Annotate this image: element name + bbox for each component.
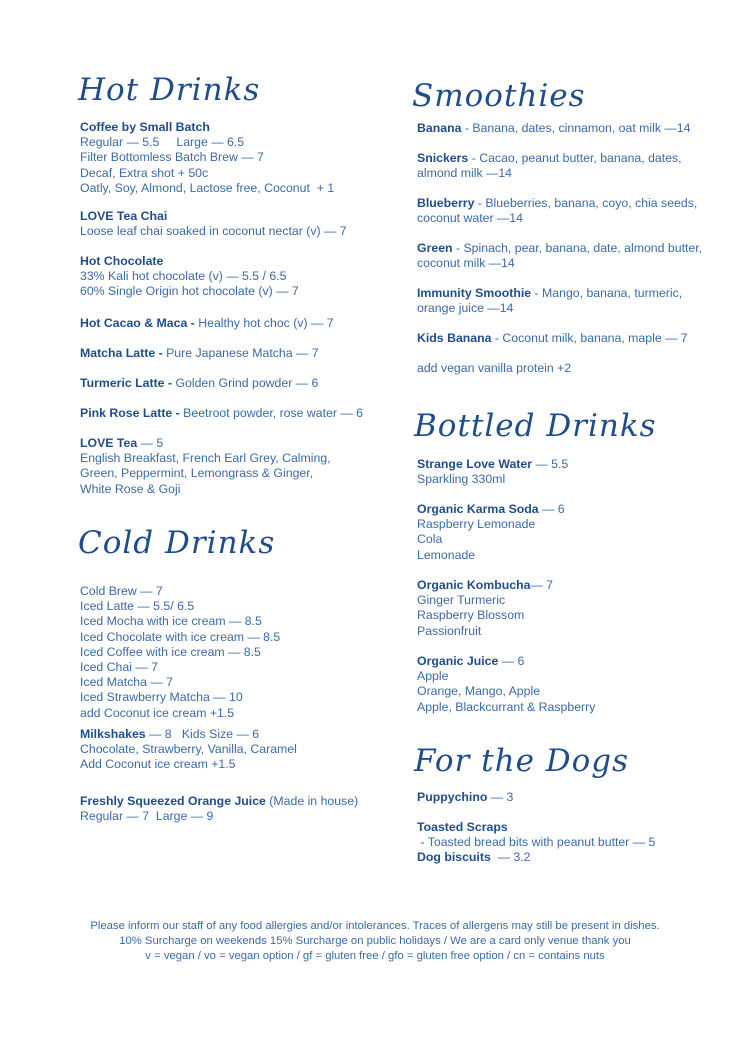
menu-item — [417, 196, 737, 226]
menu-item-line: Filter Bottomless Batch Brew — 7 — [80, 150, 264, 165]
menu-item — [80, 584, 400, 721]
menu-item-detail: Golden Grind powder — 6 — [172, 376, 319, 390]
menu-item — [80, 727, 400, 773]
menu-item-title-line — [417, 286, 737, 301]
menu-item-name: Blueberry — [417, 196, 475, 210]
cold-drinks-heading: Cold Drinks — [78, 525, 276, 561]
menu-item-name: Green — [417, 241, 453, 255]
menu-item-line: Ginger Turmeric — [417, 593, 506, 608]
menu-item-title-line — [417, 654, 737, 669]
menu-item-name: Toasted Scraps — [417, 820, 508, 834]
menu-item-title-line — [80, 209, 400, 224]
menu-item-detail: - Cacao, peanut butter, banana, dates, — [468, 151, 682, 165]
footer-line: v = vegan / vo = vegan option / gf = gluten free / gfo = gluten free option / cn = contains nuts — [145, 950, 605, 963]
menu-item-detail: - Toasted bread bits with peanut butter — 5 — [417, 835, 656, 850]
menu-item — [417, 151, 737, 181]
menu-item — [417, 331, 737, 346]
menu-item-detail: - Coconut milk, banana, maple — 7 — [491, 331, 688, 345]
menu-item-title-line — [80, 254, 400, 269]
menu-item-line: Lemonade — [417, 547, 476, 562]
menu-item-name: Coffee by Small Batch — [80, 120, 210, 134]
menu-item-title-line — [417, 820, 737, 850]
menu-item — [417, 654, 737, 715]
menu-item — [80, 376, 400, 391]
menu-item-line: Cold Brew — 7 — [80, 584, 163, 598]
menu-item-line: Raspberry Lemonade — [417, 517, 536, 532]
menu-item-title-line — [417, 502, 737, 517]
menu-item-line: almond milk —14 — [417, 166, 512, 181]
menu-item-line: add Coconut ice cream +1.5 — [80, 705, 235, 720]
menu-item-line: Chocolate, Strawberry, Vanilla, Caramel — [80, 742, 297, 757]
menu-item-detail: Beetroot powder, rose water — 6 — [179, 406, 363, 420]
for-the-dogs-heading: For the Dogs — [414, 743, 630, 779]
menu-item — [80, 346, 400, 361]
menu-item-detail: — 3.2 — [490, 850, 531, 864]
menu-item — [80, 794, 400, 824]
menu-item — [417, 286, 737, 316]
menu-item-line: Oatly, Soy, Almond, Lactose free, Coconut + 1 — [80, 180, 335, 195]
menu-item-name: Organic Kombucha — [417, 578, 531, 592]
menu-item — [80, 436, 400, 497]
menu-item-line: coconut milk —14 — [417, 256, 515, 271]
menu-item — [80, 316, 400, 331]
menu-item-title-line — [80, 436, 400, 451]
menu-item-detail: — 5.5 — [532, 457, 569, 471]
menu-item-title-line — [80, 346, 400, 361]
menu-item-name: Hot Cacao & Maca - — [80, 316, 195, 330]
menu-item-line: Orange, Mango, Apple — [417, 684, 541, 699]
menu-item-line: Iced Chai — 7 — [80, 660, 158, 675]
menu-item-title-line — [417, 121, 737, 136]
menu-item-name: LOVE Tea — [80, 436, 138, 450]
menu-item-title-line — [417, 196, 737, 211]
menu-item-title-line — [80, 316, 400, 331]
menu-item — [417, 457, 737, 487]
menu-item-title-line — [417, 578, 737, 593]
menu-item-name: Organic Juice — [417, 654, 499, 668]
menu-item-line: Add Coconut ice cream +1.5 — [80, 757, 236, 772]
menu-item-title-line — [80, 406, 400, 421]
menu-item-line: Green, Peppermint, Lemongrass & Ginger, — [80, 466, 314, 481]
menu-item-line: Iced Latte — 5.5/ 6.5 — [80, 599, 195, 614]
menu-item — [417, 121, 737, 136]
menu-item-line: Decaf, Extra shot + 50c — [80, 165, 209, 180]
menu-item-detail: - Spinach, pear, banana, date, almond butter, — [452, 241, 703, 255]
menu-item-line: Passionfruit — [417, 623, 482, 638]
menu-item — [80, 209, 400, 239]
menu-item — [417, 790, 737, 805]
menu-item — [417, 578, 737, 639]
menu-item-line: Regular — 7 Large — 9 — [80, 809, 214, 824]
menu-item-detail: - Banana, dates, cinnamon, oat milk —14 — [461, 121, 691, 135]
menu-item-name: Banana — [417, 121, 462, 135]
menu-item-title-line — [417, 790, 737, 805]
menu-item-detail: — 8 Kids Size — 6 — [145, 727, 260, 741]
menu-item-line: orange juice —14 — [417, 301, 514, 316]
menu-item-line: Regular — 5.5 Large — 6.5 — [80, 135, 245, 150]
menu-item-title-line — [417, 331, 737, 346]
menu-item-name: Milkshakes — [80, 727, 146, 741]
menu-item-title-line — [417, 151, 737, 166]
menu-item-line: Apple, Blackcurrant & Raspberry — [417, 699, 596, 714]
menu-item-detail: — 6 — [498, 654, 525, 668]
menu-item-detail: (Made in house) — [265, 794, 359, 808]
menu-item-detail: — 3 — [487, 790, 514, 804]
menu-item-line: Loose leaf chai soaked in coconut nectar (v) — 7 — [80, 224, 347, 239]
menu-item-detail: Pure Japanese Matcha — 7 — [162, 346, 319, 360]
menu-item-detail: — 5 — [137, 436, 164, 450]
menu-item-line: Apple — [417, 669, 449, 684]
menu-item-name: Dog biscuits — [417, 850, 491, 864]
menu-item-name: Snickers — [417, 151, 469, 165]
menu-item-title-line — [80, 120, 400, 135]
menu-item-line: English Breakfast, French Earl Grey, Calming, — [80, 451, 331, 466]
menu-item-name: Freshly Squeezed Orange Juice — [80, 794, 266, 808]
menu-item-title-line — [80, 727, 400, 742]
hot-drinks-heading: Hot Drinks — [78, 72, 261, 108]
menu-item-detail: — 6 — [538, 502, 565, 516]
menu-item-name: Immunity Smoothie — [417, 286, 532, 300]
menu-item-line: White Rose & Goji — [80, 481, 181, 496]
menu-item — [417, 850, 737, 865]
menu-item — [80, 254, 400, 300]
footer-line: 10% Surcharge on weekends 15% Surcharge on public holidays / We are a card only venue thank you — [119, 935, 631, 948]
menu-item — [417, 361, 737, 376]
bottled-drinks-heading: Bottled Drinks — [414, 408, 657, 444]
menu-item-detail: - Mango, banana, turmeric, — [531, 286, 683, 300]
menu-item-line: Raspberry Blossom — [417, 608, 525, 623]
menu-item — [80, 120, 400, 196]
menu-item-name: Organic Karma Soda — [417, 502, 539, 516]
menu-item-name: LOVE Tea Chai — [80, 209, 168, 223]
footer-line: Please inform our staff of any food allergies and/or intolerances. Traces of allergens may still be present in dishes. — [90, 920, 660, 932]
menu-item-name: Puppychino — [417, 790, 488, 804]
menu-item-line: Iced Coffee with ice cream — 8.5 — [80, 644, 261, 659]
menu-item-name: Turmeric Latte - — [80, 376, 173, 390]
menu-item-line: Iced Strawberry Matcha — 10 — [80, 690, 243, 705]
menu-item-name: Matcha Latte - — [80, 346, 163, 360]
footer-notes — [0, 919, 750, 965]
smoothies-heading: Smoothies — [412, 78, 586, 114]
menu-item-name: Kids Banana — [417, 331, 492, 345]
menu-item-line: Iced Matcha — 7 — [80, 675, 173, 690]
menu-item — [80, 406, 400, 421]
menu-item-name: Hot Chocolate — [80, 254, 164, 268]
menu-item-title-line — [417, 850, 737, 865]
menu-item-line: add vegan vanilla protein +2 — [417, 361, 572, 375]
menu-item-name: Pink Rose Latte - — [80, 406, 180, 420]
menu-item-line: coconut water —14 — [417, 211, 523, 226]
menu-item-line: 33% Kali hot chocolate (v) — 5.5 / 6.5 — [80, 269, 287, 284]
menu-item-title-line — [417, 457, 737, 472]
menu-item-title-line — [80, 376, 400, 391]
menu-item-detail: Healthy hot choc (v) — 7 — [194, 316, 334, 330]
menu-item — [417, 502, 737, 563]
menu-item-detail: — 7 — [530, 578, 553, 592]
menu-item-name: Strange Love Water — [417, 457, 533, 471]
menu-item-detail: - Blueberries, banana, coyo, chia seeds, — [474, 196, 698, 210]
menu-item-line: Iced Chocolate with ice cream — 8.5 — [80, 629, 281, 644]
menu-item-title-line — [80, 794, 400, 809]
menu-item-line: 60% Single Origin hot chocolate (v) — 7 — [80, 284, 299, 299]
menu-item-line: Sparkling 330ml — [417, 472, 506, 487]
menu-item-line: Cola — [417, 532, 443, 547]
menu-item-title-line — [417, 241, 737, 256]
menu-item — [417, 241, 737, 271]
menu-item-line: Iced Mocha with ice cream — 8.5 — [80, 614, 262, 629]
menu-item — [417, 820, 737, 850]
